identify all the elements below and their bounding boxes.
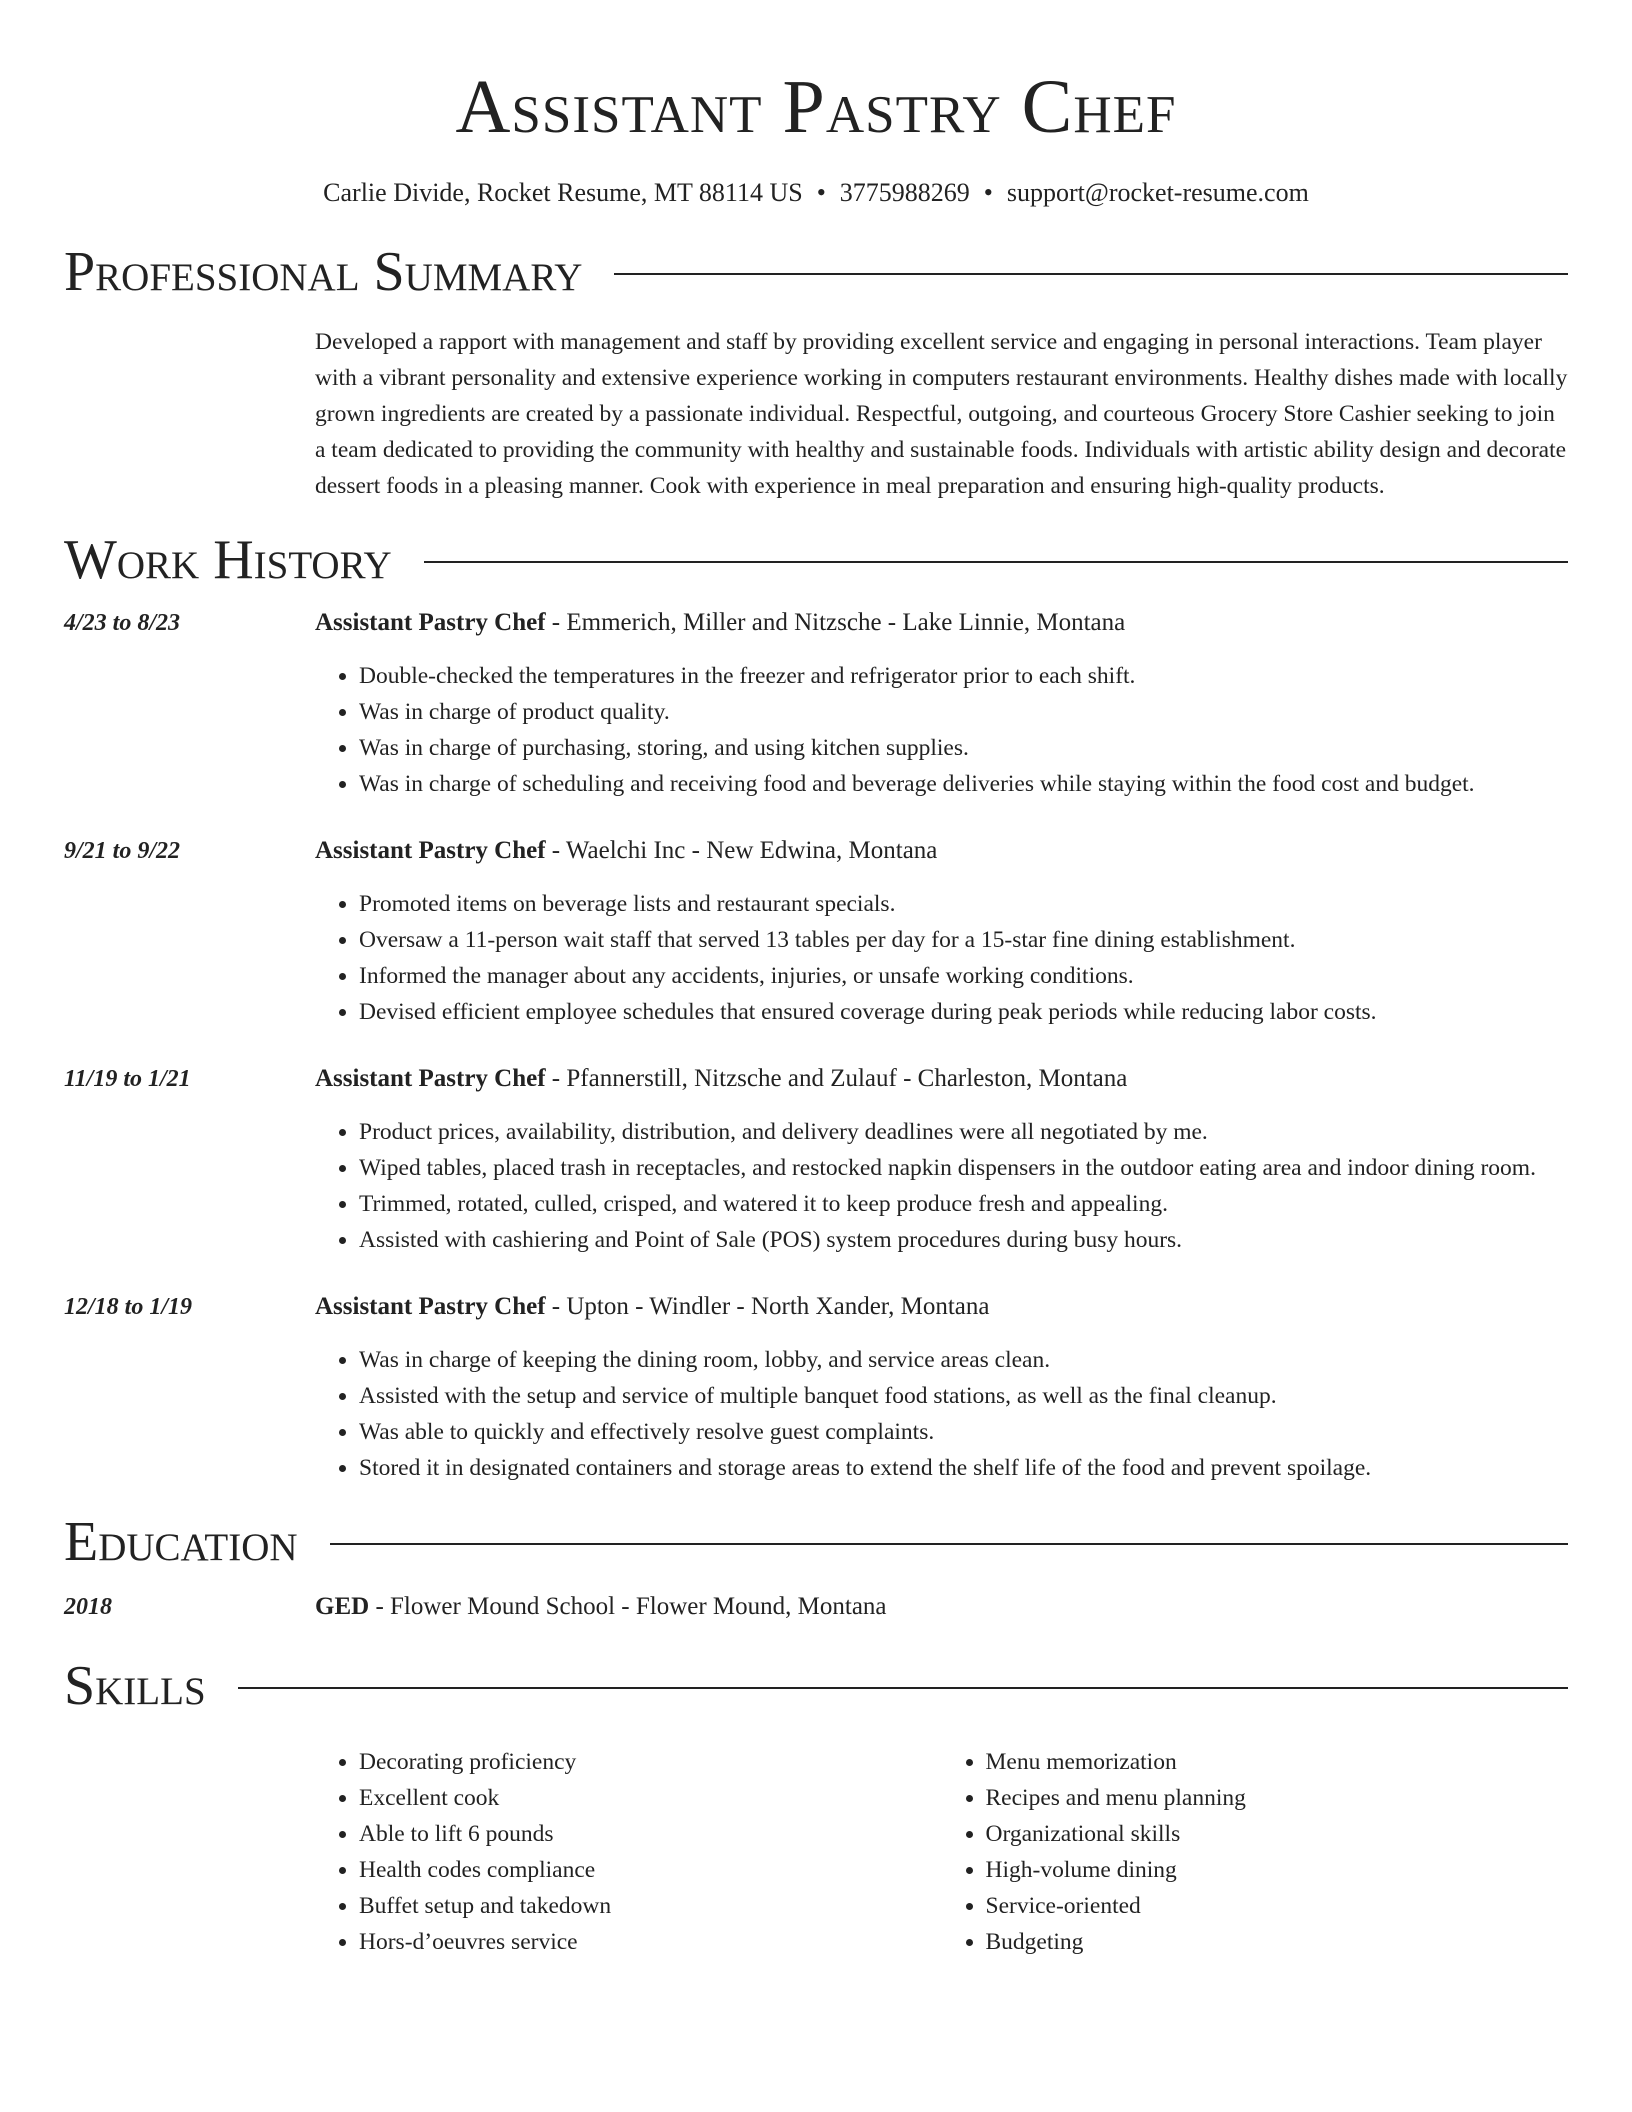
job-entry: [64, 606, 1568, 802]
education-details: - Flower Mound School - Flower Mound, Montana: [369, 1593, 887, 1620]
job-title: Assistant Pastry Chef: [315, 1293, 546, 1320]
skill-item: • Service-oriented: [986, 1888, 1569, 1924]
job-bullet: • Trimmed, rotated, culled, crisped, and watered it to keep produce fresh and appealing.: [359, 1186, 1568, 1222]
skill-item: • Budgeting: [986, 1924, 1569, 1960]
education-heading: Education: [64, 1511, 298, 1573]
section-divider: [614, 273, 1568, 275]
work-heading: Work History: [64, 529, 392, 591]
job-bullet: • Informed the manager about any accidents, injuries, or unsafe working conditions.: [359, 958, 1568, 994]
education-section-header: [64, 1510, 1568, 1574]
job-heading: [315, 606, 1568, 640]
job-bullets: [315, 1342, 1568, 1486]
job-heading: [315, 1062, 1568, 1096]
job-bullet: • Was in charge of purchasing, storing, and using kitchen supplies.: [359, 730, 1568, 766]
job-details: - Emmerich, Miller and Nitzsche - Lake Linnie, Montana: [545, 609, 1126, 636]
job-bullet: • Was in charge of keeping the dining room, lobby, and service areas clean.: [359, 1342, 1568, 1378]
job-date: 9/21 to 9/22: [64, 838, 181, 864]
job-entry: [64, 1290, 1568, 1486]
job-bullets: [315, 1114, 1568, 1258]
skill-item: • High-volume dining: [986, 1852, 1569, 1888]
skills-column-left: [315, 1744, 942, 1960]
summary-text: Developed a rapport with management and staff by providing excellent service and engaging in personal interactions. Team player with a vibrant personality and extensive experience working in computers restaurant environments. Healthy dishes made with locally grown ingredients are created by a passionate individual. Respectful, outgoing, and courteous Grocery Store Cashier seeking to join a team dedicated to providing the community with healthy and sustainable foods. Individuals with artistic ability design and decorate dessert foods in a pleasing manner. Cook with experience in meal preparation and ensuring high-quality products.: [315, 329, 1568, 499]
section-divider: [330, 1543, 1568, 1545]
contact-phone: 3775988269: [839, 178, 970, 207]
job-bullet: • Assisted with the setup and service of multiple banquet food stations, as well as the final cleanup.: [359, 1378, 1568, 1414]
job-bullet: • Was in charge of scheduling and receiving food and beverage deliveries while staying within the food cost and budget.: [359, 766, 1568, 802]
resume-page: [64, 0, 1568, 1960]
section-divider: [238, 1687, 1568, 1689]
section-divider: [424, 561, 1568, 563]
job-bullet: • Product prices, availability, distribution, and delivery deadlines were all negotiated by me.: [359, 1114, 1568, 1150]
skills-list: [315, 1744, 1568, 1960]
job-bullet: • Was able to quickly and effectively resolve guest complaints.: [359, 1414, 1568, 1450]
job-bullet: • Promoted items on beverage lists and restaurant specials.: [359, 886, 1568, 922]
job-details: - Waelchi Inc - New Edwina, Montana: [545, 837, 938, 864]
education-degree: GED: [315, 1593, 370, 1620]
job-title: Assistant Pastry Chef: [315, 609, 546, 636]
education-heading-line: [315, 1590, 1568, 1624]
job-heading: [315, 834, 1568, 868]
job-bullet: • Stored it in designated containers and storage areas to extend the shelf life of the food and prevent spoilage.: [359, 1450, 1568, 1486]
skill-item: • Buffet setup and takedown: [359, 1888, 942, 1924]
job-bullet: • Double-checked the temperatures in the freezer and refrigerator prior to each shift.: [359, 658, 1568, 694]
contact-line: [64, 176, 1568, 210]
summary-heading: Professional Summary: [64, 241, 583, 303]
skill-item: • Health codes compliance: [359, 1852, 942, 1888]
contact-separator: •: [983, 178, 993, 207]
resume-title: Assistant Pastry Chef: [455, 65, 1177, 149]
skill-item: • Menu memorization: [986, 1744, 1569, 1780]
skill-item: • Hors-d’oeuvres service: [359, 1924, 942, 1960]
job-bullet: • Wiped tables, placed trash in receptacles, and restocked napkin dispensers in the outdoor eating area and indoor dining room.: [359, 1150, 1568, 1186]
skills-column-right: [942, 1744, 1569, 1960]
job-entry: [64, 834, 1568, 1030]
job-bullet: • Oversaw a 11-person wait staff that served 13 tables per day for a 15-star fine dining establishment.: [359, 922, 1568, 958]
job-entry: [64, 1062, 1568, 1258]
contact-separator: •: [816, 178, 826, 207]
job-date: 11/19 to 1/21: [64, 1066, 191, 1092]
job-bullets: [315, 658, 1568, 802]
skills-section-header: [64, 1654, 1568, 1718]
job-details: - Upton - Windler - North Xander, Montana: [545, 1293, 990, 1320]
skill-item: • Decorating proficiency: [359, 1744, 942, 1780]
job-date: 12/18 to 1/19: [64, 1294, 193, 1320]
job-heading: [315, 1290, 1568, 1324]
job-bullet: • Assisted with cashiering and Point of Sale (POS) system procedures during busy hours.: [359, 1222, 1568, 1258]
skills-heading: Skills: [64, 1655, 206, 1717]
contact-address: Carlie Divide, Rocket Resume, MT 88114 US: [323, 178, 803, 207]
job-bullet: • Devised efficient employee schedules that ensured coverage during peak periods while reducing labor costs.: [359, 994, 1568, 1030]
job-bullets: [315, 886, 1568, 1030]
education-date: 2018: [64, 1594, 112, 1620]
job-bullet: • Was in charge of product quality.: [359, 694, 1568, 730]
education-entry: [64, 1590, 1568, 1624]
job-date: 4/23 to 8/23: [64, 610, 181, 636]
contact-email: support@rocket-resume.com: [1006, 178, 1309, 207]
skill-item: • Organizational skills: [986, 1816, 1569, 1852]
summary-section-header: [64, 240, 1568, 304]
skill-item: • Able to lift 6 pounds: [359, 1816, 942, 1852]
work-section-header: [64, 528, 1568, 592]
skill-item: • Excellent cook: [359, 1780, 942, 1816]
job-title: Assistant Pastry Chef: [315, 837, 546, 864]
job-title: Assistant Pastry Chef: [315, 1065, 546, 1092]
job-details: - Pfannerstill, Nitzsche and Zulauf - Charleston, Montana: [545, 1065, 1128, 1092]
skill-item: • Recipes and menu planning: [986, 1780, 1569, 1816]
